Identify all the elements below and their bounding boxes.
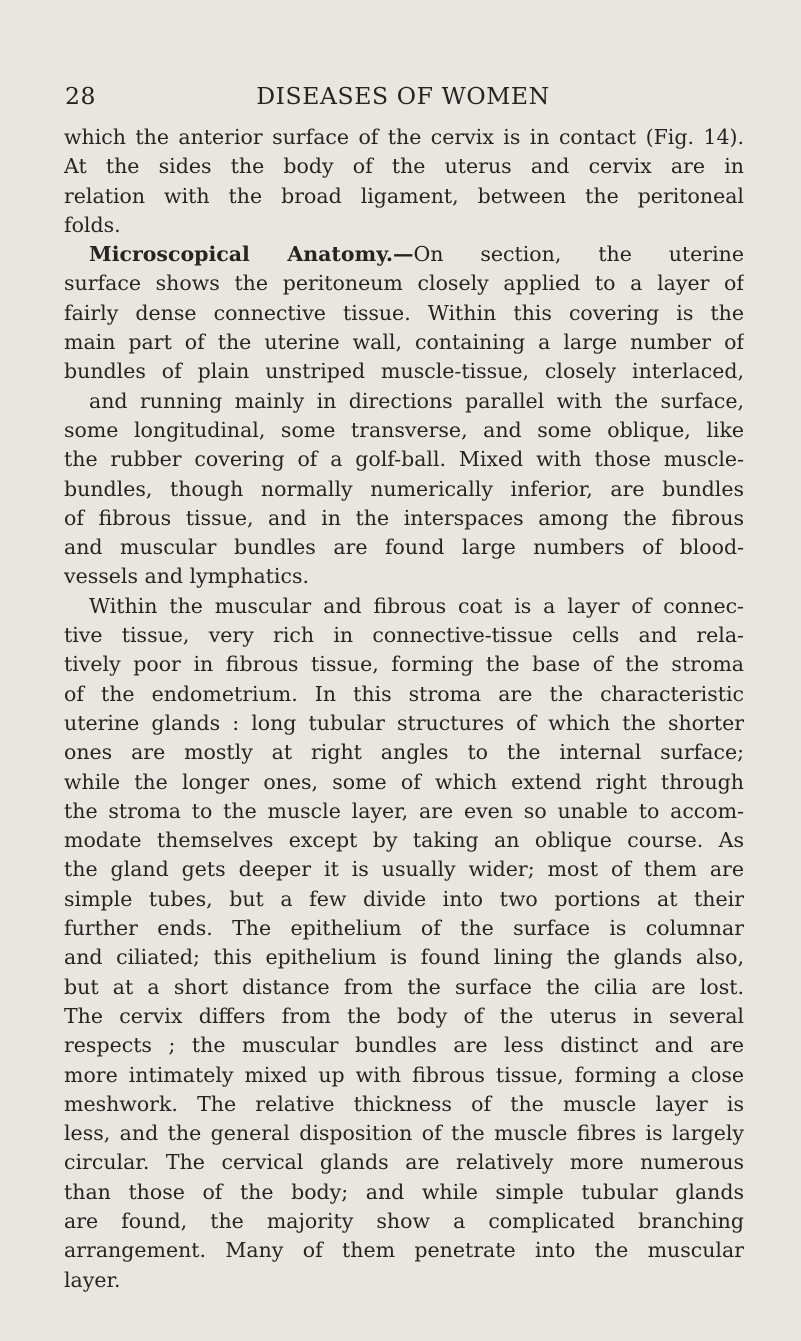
text-line-with-side-heading [64, 240, 744, 269]
text-line: Within the muscular and fibrous coat is a layer of connec- [89, 593, 744, 618]
text-line: ones are mostly at right angles to the internal surface; [64, 740, 744, 765]
text-line: surface shows the peritoneum closely applied to a layer of [64, 271, 744, 296]
text-line: than those of the body; and while simple tubular glands [64, 1179, 744, 1204]
text-line: the rubber covering of a golf-ball. Mixed with those muscle- [64, 447, 744, 472]
text-line: The cervix differs from the body of the uterus in several [64, 1003, 744, 1028]
text-line: relation with the broad ligament, between the peritoneal [64, 183, 744, 208]
page-title: DISEASES OF WOMEN [256, 82, 550, 110]
text-line: are found, the majority show a complicated branching [64, 1208, 744, 1233]
text-line: tive tissue, very rich in connective-tissue cells and rela- [64, 623, 744, 648]
text-line: folds. [64, 212, 121, 237]
side-heading: Microscopical Anatomy.— [89, 242, 414, 267]
text-line: meshwork. The relative thickness of the muscle layer is [64, 1091, 744, 1116]
text-line: and muscular bundles are found large numbers of blood- [64, 535, 744, 560]
text-line: bundles of plain unstriped muscle-tissue, closely interlaced, [64, 359, 744, 384]
text-line: the stroma to the muscle layer, are even so unable to accom- [64, 798, 744, 823]
body-text [64, 123, 744, 1295]
text-line: layer. [64, 1267, 121, 1292]
text-line: arrangement. Many of them penetrate into the muscular [64, 1238, 744, 1263]
text-line: At the sides the body of the uterus and cervix are in [64, 154, 744, 179]
text-line: tively poor in fibrous tissue, forming the base of the stroma [64, 652, 744, 677]
text-line: but at a short distance from the surface the cilia are lost. [64, 974, 744, 999]
text-line: more intimately mixed up with fibrous tissue, forming a close [64, 1062, 744, 1087]
text-line: of the endometrium. In this stroma are the characteristic [64, 681, 744, 706]
text-line: respects ; the muscular bundles are less distinct and are [64, 1033, 744, 1058]
text-line: bundles, though normally numerically inferior, are bundles [64, 476, 744, 501]
running-head [65, 82, 741, 118]
text-line: main part of the uterine wall, containing a large number of [64, 330, 744, 355]
text-line: further ends. The epithelium of the surface is columnar [64, 916, 744, 941]
text-line: and running mainly in directions parallel with the surface, [89, 388, 744, 413]
text-line: less, and the general disposition of the muscle fibres is largely [64, 1121, 744, 1146]
text-line: some longitudinal, some transverse, and some oblique, like [64, 417, 744, 442]
text-line: fairly dense connective tissue. Within this covering is the [64, 300, 744, 325]
text-line: simple tubes, but a few divide into two portions at their [64, 886, 744, 911]
text-line: which the anterior surface of the cervix is in contact (Fig. 14). [64, 125, 744, 149]
text-line: uterine glands : long tubular structures of which the shorter [64, 710, 744, 735]
text-line: vessels and lymphatics. [64, 564, 309, 589]
text-line: and ciliated; this epithelium is found lining the glands also, [64, 945, 744, 970]
text-line: of fibrous tissue, and in the interspaces among the fibrous [64, 505, 744, 530]
text-line: the gland gets deeper it is usually wider; most of them are [64, 857, 744, 882]
text-line: modate themselves except by taking an oblique course. As [64, 828, 744, 853]
text-line: On section, the uterine [413, 242, 744, 267]
page-number: 28 [65, 82, 97, 110]
text-line: circular. The cervical glands are relatively more numerous [64, 1150, 744, 1175]
text-line: while the longer ones, some of which extend right through [64, 769, 744, 794]
